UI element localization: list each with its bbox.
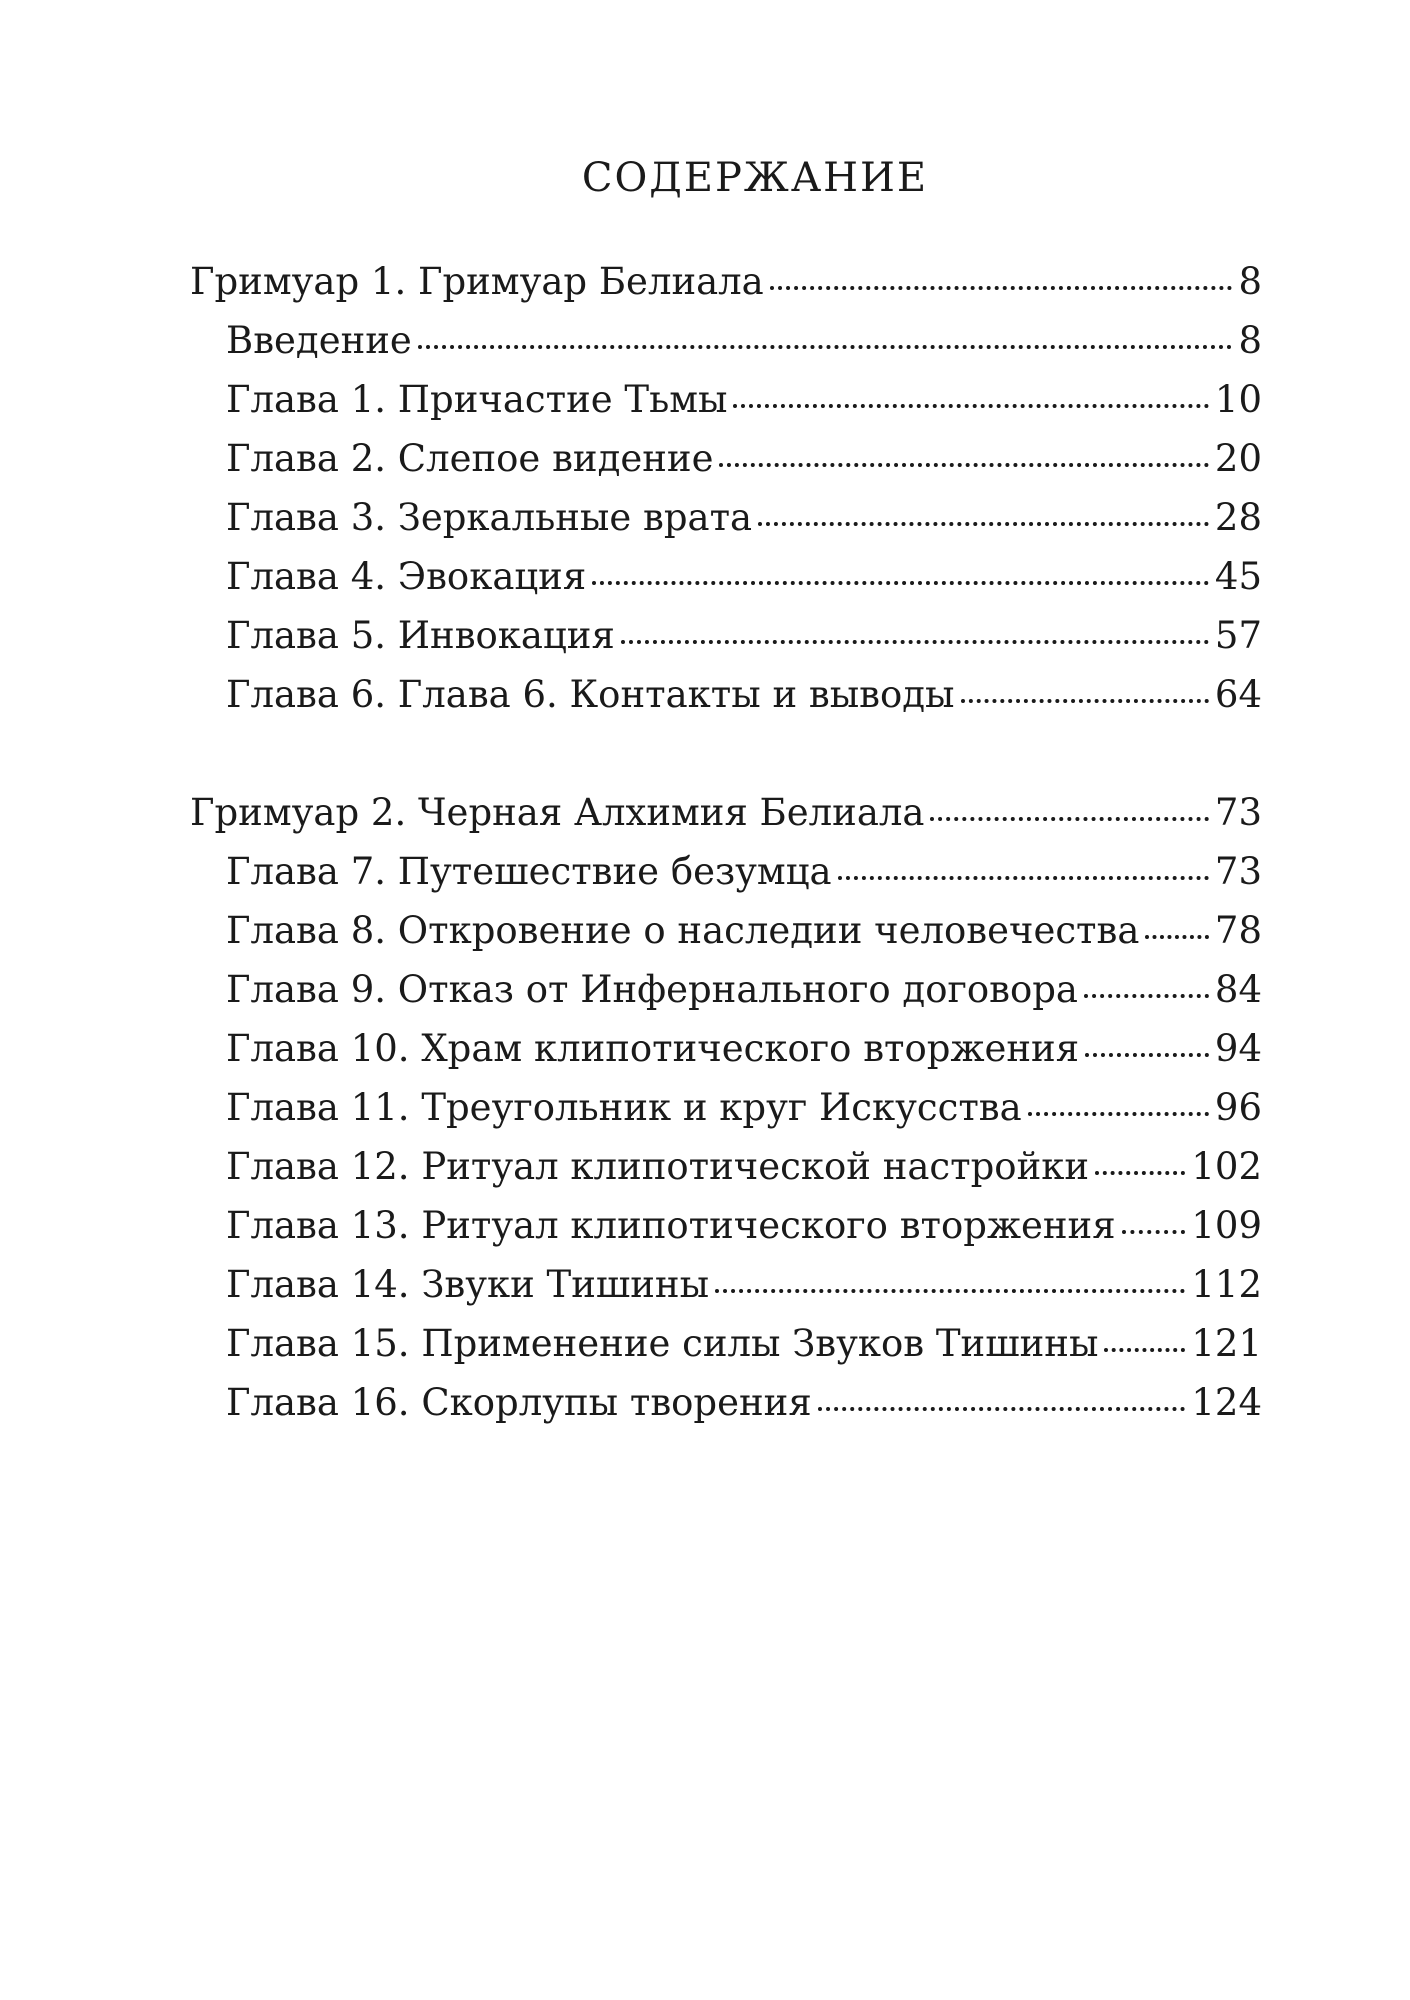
toc-page-number: 96 [1214, 1086, 1262, 1129]
toc-part-heading[interactable] [190, 783, 1262, 842]
dot-leader [770, 286, 1233, 290]
toc-page-number: 84 [1214, 968, 1262, 1011]
toc-entry-title: Глава 11. Треугольник и круг Искусства [226, 1086, 1022, 1129]
toc-entry[interactable] [190, 901, 1262, 960]
dot-leader [838, 876, 1209, 880]
toc-entry[interactable] [190, 429, 1262, 488]
dot-leader [1122, 1230, 1186, 1234]
toc-entry[interactable] [190, 488, 1262, 547]
toc-page-number: 124 [1191, 1381, 1262, 1424]
toc-page-number: 8 [1238, 319, 1262, 362]
dot-leader [1095, 1171, 1185, 1175]
page-title: СОДЕРЖАНИЕ [581, 154, 929, 201]
toc-entry[interactable] [190, 1373, 1262, 1432]
toc-page-number: 121 [1191, 1322, 1262, 1365]
toc-entry-title: Глава 8. Откровение о наследии человечества [226, 909, 1140, 952]
toc-entry-title: Глава 6. Глава 6. Контакты и выводы [226, 673, 955, 716]
dot-leader [961, 699, 1209, 703]
toc-page-number: 78 [1214, 909, 1262, 952]
toc-page-number: 73 [1214, 850, 1262, 893]
dot-leader [592, 581, 1209, 585]
toc-entry-title: Гримуар 2. Черная Алхимия Белиала [190, 791, 925, 834]
toc-entry[interactable] [190, 665, 1262, 724]
toc-entry-title: Глава 3. Зеркальные врата [226, 496, 753, 539]
dot-leader [818, 1407, 1186, 1411]
dot-leader [715, 1289, 1185, 1293]
toc-page-number: 73 [1214, 791, 1262, 834]
toc-part-2 [190, 783, 1262, 1432]
toc-page-number: 20 [1214, 437, 1262, 480]
dot-leader [719, 463, 1208, 467]
dot-leader [1145, 935, 1208, 939]
dot-leader [930, 817, 1208, 821]
toc-entry-title: Глава 16. Скорлупы творения [226, 1381, 812, 1424]
dot-leader [418, 345, 1233, 349]
toc-entry[interactable] [190, 1196, 1262, 1255]
toc-entry-title: Глава 12. Ритуал клипотической настройки [226, 1145, 1090, 1188]
toc-entry[interactable] [190, 370, 1262, 429]
toc-entry[interactable] [190, 1255, 1262, 1314]
toc-entry[interactable] [190, 1078, 1262, 1137]
toc-entry[interactable] [190, 1314, 1262, 1373]
toc-page-number: 112 [1191, 1263, 1262, 1306]
toc-entry-title: Глава 10. Храм клипотического вторжения [226, 1027, 1080, 1070]
toc-entry-title: Глава 14. Звуки Тишины [226, 1263, 710, 1306]
toc-entry-title: Гримуар 1. Гримуар Белиала [190, 260, 764, 303]
toc-page-number: 102 [1191, 1145, 1262, 1188]
toc-page-number: 57 [1214, 614, 1262, 657]
dot-leader [1028, 1112, 1209, 1116]
toc-page-number: 28 [1214, 496, 1262, 539]
toc-entry-title: Глава 1. Причастие Тьмы [226, 378, 728, 421]
toc-entry-title: Введение [226, 319, 412, 362]
table-of-contents [190, 252, 1262, 1432]
toc-page-number: 8 [1238, 260, 1262, 303]
toc-part-heading[interactable] [190, 252, 1262, 311]
dot-leader [621, 640, 1209, 644]
toc-entry-title: Глава 7. Путешествие безумца [226, 850, 832, 893]
toc-entry[interactable] [190, 960, 1262, 1019]
toc-page-number: 45 [1214, 555, 1262, 598]
toc-page-number: 94 [1214, 1027, 1262, 1070]
dot-leader [1085, 1053, 1209, 1057]
toc-entry[interactable] [190, 606, 1262, 665]
toc-entry-title: Глава 5. Инвокация [226, 614, 615, 657]
toc-entry-title: Глава 2. Слепое видение [226, 437, 714, 480]
toc-entry-title: Глава 9. Отказ от Инфернального договора [226, 968, 1078, 1011]
dot-leader [733, 404, 1208, 408]
toc-page-number: 64 [1214, 673, 1262, 716]
toc-entry-title: Глава 4. Эвокация [226, 555, 587, 598]
toc-entry[interactable] [190, 1019, 1262, 1078]
toc-entry[interactable] [190, 547, 1262, 606]
toc-page-number: 109 [1191, 1204, 1262, 1247]
dot-leader [1104, 1348, 1185, 1352]
dot-leader [758, 522, 1209, 526]
toc-entry[interactable] [190, 311, 1262, 370]
toc-entry-title: Глава 13. Ритуал клипотического вторжения [226, 1204, 1116, 1247]
toc-entry[interactable] [190, 842, 1262, 901]
dot-leader [1084, 994, 1209, 998]
toc-part-1 [190, 252, 1262, 724]
toc-page-number: 10 [1214, 378, 1262, 421]
toc-entry[interactable] [190, 1137, 1262, 1196]
toc-entry-title: Глава 15. Применение силы Звуков Тишины [226, 1322, 1099, 1365]
